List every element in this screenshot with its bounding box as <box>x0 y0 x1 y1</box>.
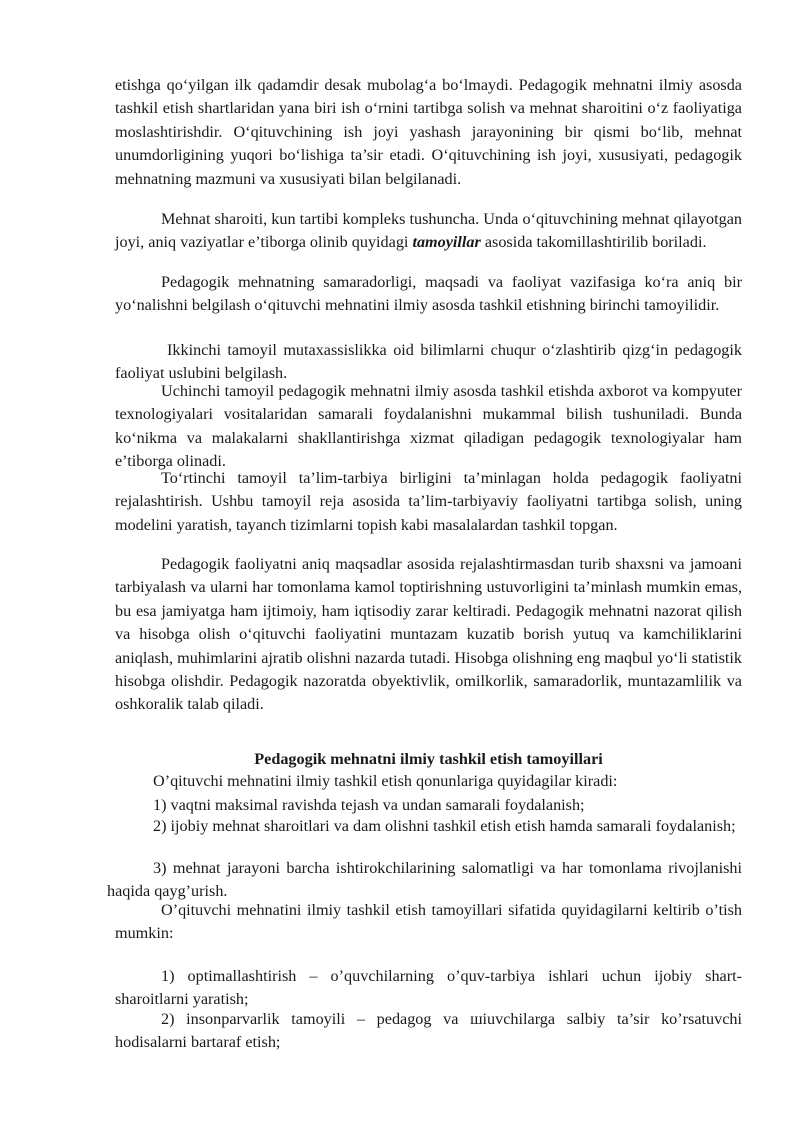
list-item-humanism: 2) insonparvarlik tamoyili – pedagog va шiuvchilarga salbiy ta’sir ko’rsatuvchi hodisalarni bartaraf etish; <box>115 1010 742 1052</box>
paragraph-laws-intro: O’qituvchi mehnatini ilmiy tashkil etish qonunlariga quyidagilar kiradi: <box>153 772 618 790</box>
paragraph-principles-intro: O’qituvchi mehnatini ilmiy tashkil etish tamoyillari sifatida quyidagilarni keltirib o’tish mumkin: <box>115 901 742 943</box>
section-heading: Pedagogik mehnatni ilmiy tashkil etish tamoyillari <box>254 750 603 768</box>
list-item-3: 3) mehnat jarayoni barcha ishtirokchilarining salomatligi va har tomonlama rivojlanishi haqida qayg’urish. <box>107 859 742 901</box>
paragraph-conditions-text: Mehnat sharoiti, kun tartibi kompleks tushuncha. Unda o‘qituvchining mehnat qilayotgan joyi, aniq vaziyatlar e’tiborga olinib quyidagi <box>115 210 742 252</box>
emphasis-tamoyillar: tamoyillar <box>412 233 481 252</box>
paragraph-conditions <box>115 208 742 255</box>
paragraph-intro: etishga qo‘yilgan ilk qadamdir desak mubolag‘a bo‘lmaydi. Pedagogik mehnatni ilmiy asosda tashkil etish shartlaridan yana biri ish o‘rnini tartibga solish va mehnat sharoitini o‘z faoliyatiga moslashtirishdir. O‘qituvchining ish joyi yashash jarayonining bir qismi bo‘lib, mehnat unumdorligining yuqori bo‘lishiga ta’sir etadi. O‘qituvchining ish joyi, xususiyati, pedagogik mehnatning mazmuni va xususiyati bilan belgilanadi. <box>115 76 742 188</box>
list-item-2: 2) ijobiy mehnat sharoitlari va dam olishni tashkil etish etish hamda samarali foydalanish; <box>153 817 736 835</box>
paragraph-planning: Pedagogik faoliyatni aniq maqsadlar asosida rejalashtirmasdan turib shaxsni va jamoani tarbiyalash va ularni har tomonlama kamol toptirishning ustuvorligini ta’minlash mumkin emas, bu esa jamiyatga ham ijtimoiy, ham iqtisodiy zarar keltiradi. Pedagogik mehnatni nazorat qilish va hisobga olish o‘qituvchi faoliyatini muntazam kuzatib borish yutuq va kamchiliklarini aniqlash, muhimlarini ajratib olishni nazarda tutadi. Hisobga olishning eng maqbul yo‘li statistik hisobga olishdir. Pedagogik nazoratda obyektivlik, omilkorlik, samaradorlik, muntazamlilik va oshkoralik talab qiladi. <box>115 555 742 714</box>
paragraph-principle-2: Ikkinchi tamoyil mutaxassislikka oid bilimlarni chuqur o‘zlashtirib qizg‘in pedagogik faoliyat uslubini belgilash. <box>115 341 742 383</box>
list-item-optimization: 1) optimallashtirish – o’quvchilarning o’quv-tarbiya ishlari uchun ijobiy shart-sharoitlarni yaratish; <box>115 967 742 1009</box>
paragraph-principle-1: Pedagogik mehnatning samaradorligi, maqsadi va faoliyat vazifasiga ko‘ra aniq bir yo‘nalishni belgilash o‘qituvchi mehnatini ilmiy asosda tashkil etishning birinchi tamoyilidir. <box>115 273 742 315</box>
paragraph-conditions-end: asosida takomillashtirilib boriladi. <box>480 233 707 252</box>
paragraph-principle-4: To‘rtinchi tamoyil ta’lim-tarbiya birligini ta’minlagan holda pedagogik faoliyatni rejalashtirish. Ushbu tamoyil reja asosida ta’lim-tarbiyaviy faoliyatni tartibga solish, uning modelini yaratish, tayanch tizimlarni topish kabi masalalardan tashkil topgan. <box>115 469 742 534</box>
paragraph-principle-3: Uchinchi tamoyil pedagogik mehnatni ilmiy asosda tashkil etishda axborot va kompyuter texnologiyalari vositalaridan samarali foydalanishni mukammal bilish tushuniladi. Bunda ko‘nikma va malakalarni shakllantirishga xizmat qiladigan pedagogik texnologiyalar ham e’tiborga olinadi. <box>115 382 742 471</box>
list-item-1: 1) vaqtni maksimal ravishda tejash va undan samarali foydalanish; <box>153 796 585 814</box>
